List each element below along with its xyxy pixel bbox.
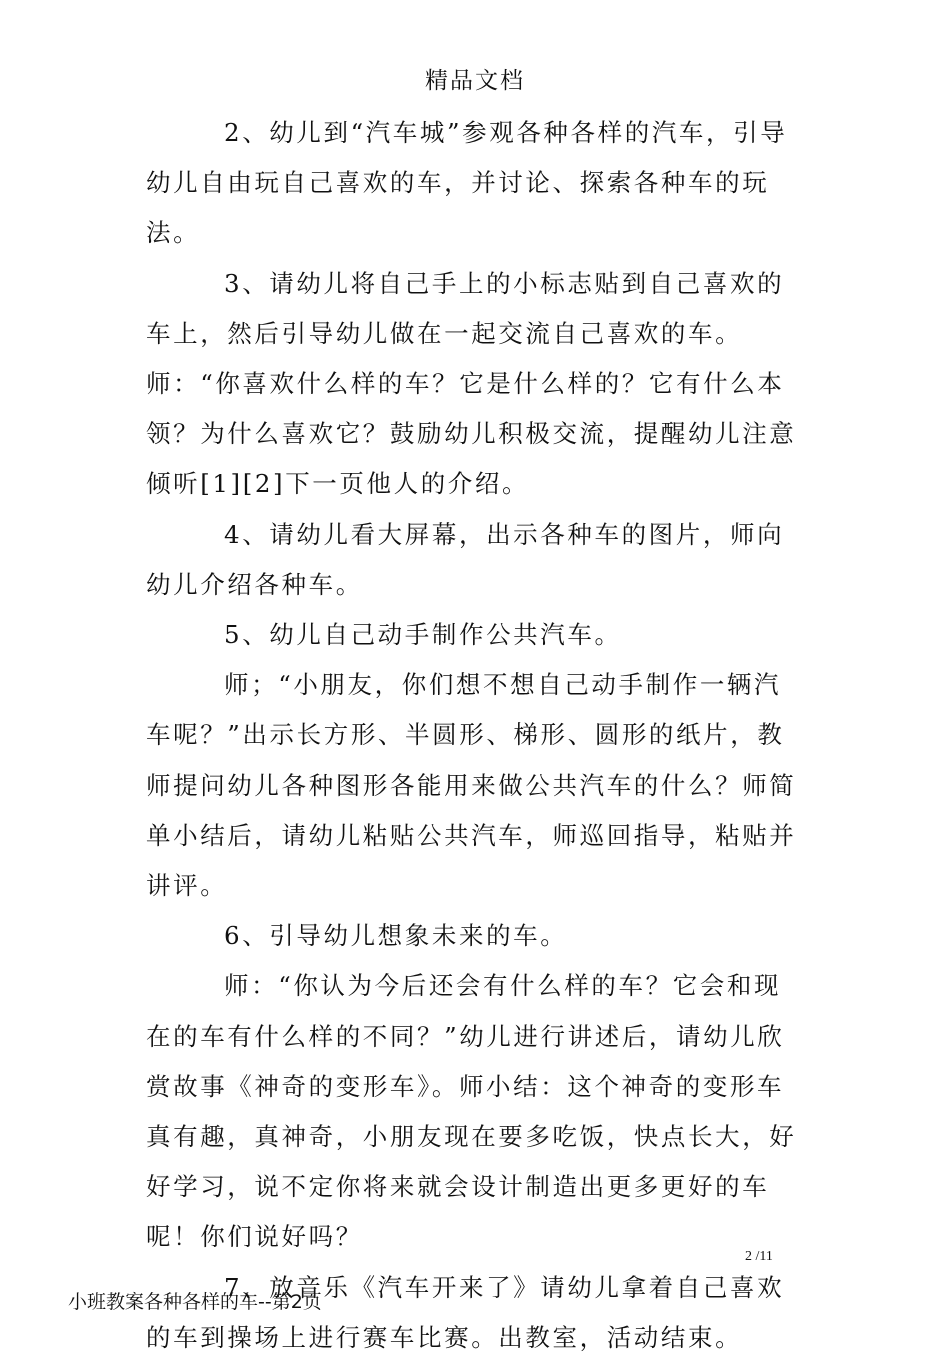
paragraph-step-3: 3、请幼儿将自己手上的小标志贴到自己喜欢的车上，然后引导幼儿做在一起交流自己喜欢的车。师：“你喜欢什么样的车？它是什么样的？它有什么本领？为什么喜欢它？鼓励幼儿积极交流，提醒幼儿注意倾听[1][2]下一页他人的介绍。 — [146, 268, 797, 499]
page-number: 2 /11 — [745, 1249, 773, 1264]
paragraph-step-6: 6、引导幼儿想象未来的车。 — [224, 921, 568, 951]
document-body — [146, 108, 806, 1363]
paragraph-step-4: 4、请幼儿看大屏幕，出示各种车的图片，师向幼儿介绍各种车。 — [146, 519, 785, 599]
paragraph-step-2: 2、幼儿到“汽车城”参观各种各样的汽车，引导幼儿自由玩自己喜欢的车，并讨论、探索各种车的玩法。 — [146, 118, 788, 248]
footer-caption: 小班教案各种各样的车--第2页 — [68, 1291, 322, 1313]
paragraph-step-5: 5、幼儿自己动手制作公共汽车。 — [224, 620, 622, 650]
document-header: 精品文档 — [425, 68, 525, 94]
paragraph-step-7: 7、放音乐《汽车开来了》请幼儿拿着自己喜欢的车到操场上进行赛车比赛。出教室，活动结束。 — [146, 1272, 785, 1352]
paragraph-step-6-detail: 师：“你认为今后还会有什么样的车？它会和现在的车有什么样的不同？”幼儿进行讲述后，请幼儿欣赏故事《神奇的变形车》。师小结：这个神奇的变形车真有趣，真神奇，小朋友现在要多吃饭，快点长大，好好学习，说不定你将来就会设计制造出更多更好的车呢！你们说好吗？ — [146, 971, 797, 1252]
paragraph-step-5-detail: 师；“小朋友，你们想不想自己动手制作一辆汽车呢？”出示长方形、半圆形、梯形、圆形的纸片，教师提问幼儿各种图形各能用来做公共汽车的什么？师简单小结后，请幼儿粘贴公共汽车，师巡回指导，粘贴并讲评。 — [146, 670, 797, 901]
